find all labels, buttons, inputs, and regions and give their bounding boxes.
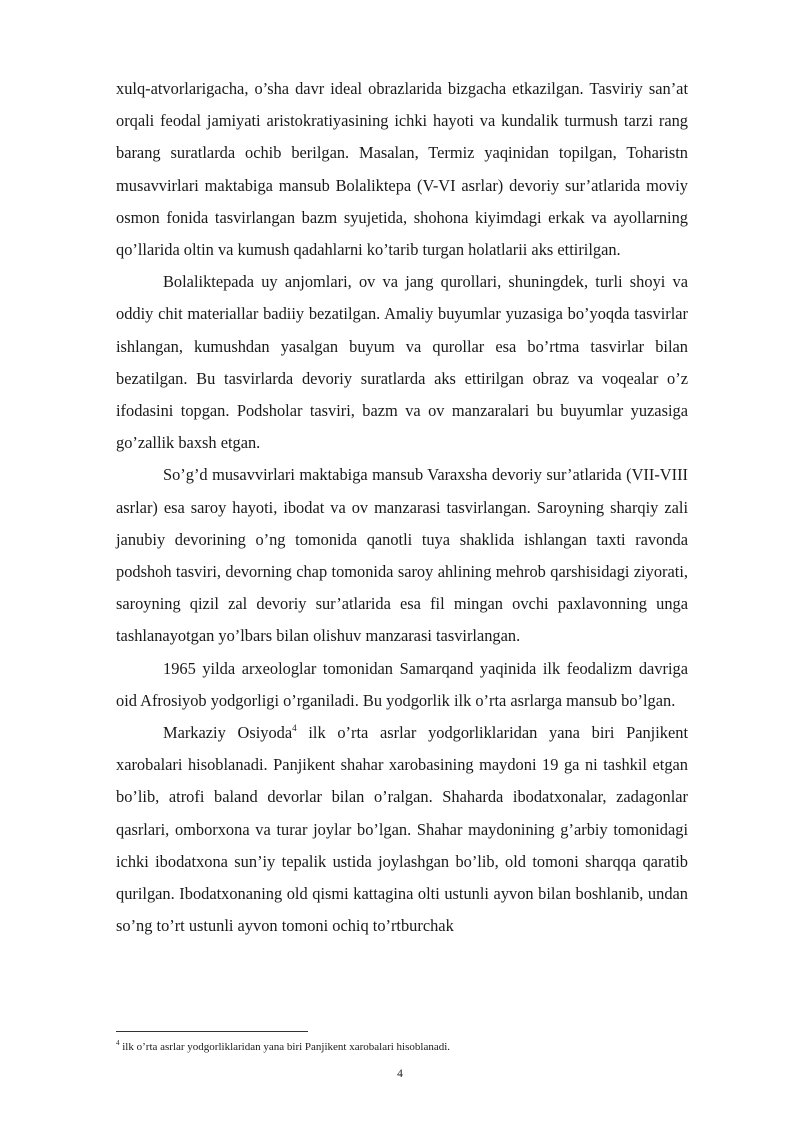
footnote (116, 1039, 688, 1055)
footnote-text: ilk o’rta asrlar yodgorliklaridan yana biri Panjikent xarobalari hisoblanadi. (119, 1041, 451, 1053)
paragraph-3: So’g’d musavvirlari maktabiga mansub Varaxsha devoriy sur’atlarida (VII-VIII asrlar) esa saroy hayoti, ibodat va ov manzarasi tasvirlangan. Saroyning sharqiy zali janubiy devorining o’ng tomonida qanotli tuya shaklida ishlangan taxti ravonda podshoh tasviri, devorning chap tomonida saroy ahlining mehrob qarshisidagi ziyorati, saroyning qizil zal devoriy sur’atlarida esa fil mingan ovchi paxlavonning unga tashlanayotgan yo’lbars bilan olishuv manzarasi tasvirlangan. (116, 465, 688, 646)
paragraph-5-body: ilk o’rta asrlar yodgorliklaridan yana biri Panjikent xarobalari hisoblanadi. Panjikent shahar xarobasining maydoni 19 ga ni tashkil etgan bo’lib, atrofi baland devorlar bilan o’ralgan. Shaharda ibodatxonalar, zadagonlar qasrlari, omborxona va turar joylar bo’lgan. Shahar maydonining g’arbiy tomonidagi ichki ibodatxona sun’iy tepalik ustida joylashgan bo’lib, old tomoni sharqqa qaratib qurilgan. Ibodatxonaning old qismi kattagina olti ustunli ayvon bilan boshlanib, undan so’ng to’rt ustunli ayvon tomoni ochiq to’rtburchak (116, 723, 689, 936)
paragraph-2: Bolaliktepada uy anjomlari, ov va jang qurollari, shuningdek, turli shoyi va oddiy chit materiallar badiiy bezatilgan. Amaliy buyumlar yuzasiga bo’yoqda tasvirlar ishlangan, kumushdan yasalgan buyum va qurollar esa bo’rtma tasvirlar bilan bezatilgan. Bu tasvirlarda devoriy suratlarda aks ettirilgan obraz va voqealar o’z ifodasini topgan. Podsholar tasviri, bazm va ov manzaralari bu buyumlar yuzasiga go’zallik baxsh etgan. (116, 272, 688, 453)
paragraph-1: xulq-atvorlarigacha, o’sha davr ideal obrazlarida bizgacha etkazilgan. Tasviriy san’at orqali feodal jamiyati aristokratiyasining ichki hayoti va kundalik turmush tarzi rang barang suratlarda ochib berilgan. Masalan, Termiz yaqinidan topilgan, Toharistn musavvirlari maktabiga mansub Bolaliktepa (V-VI asrlar) devoriy sur’atlarida moviy osmon fonida tasvirlangan bazm syujetida, shohona kiyimdagi erkak va ayollarning qo’llarida oltin va kumush qadahlarni ko’tarib turgan holatlarii aks ettirilgan. (116, 79, 688, 260)
footnote-marker: 4 (116, 1039, 120, 1048)
page-number: 4 (397, 1068, 403, 1080)
paragraph-5 (116, 717, 688, 942)
paragraph-4: 1965 yilda arxeologlar tomonidan Samarqand yaqinida ilk feodalizm davriga oid Afrosiyob yodgorligi o’rganiladi. Bu yodgorlik ilk o’rta asrlarga mansub bo’lgan. (116, 658, 688, 710)
footnote-reference[interactable]: 4 (292, 722, 297, 733)
footnote-divider (116, 1031, 308, 1032)
body-text (116, 73, 688, 942)
paragraph-5-lead: Markaziy Osiyoda (163, 723, 293, 743)
